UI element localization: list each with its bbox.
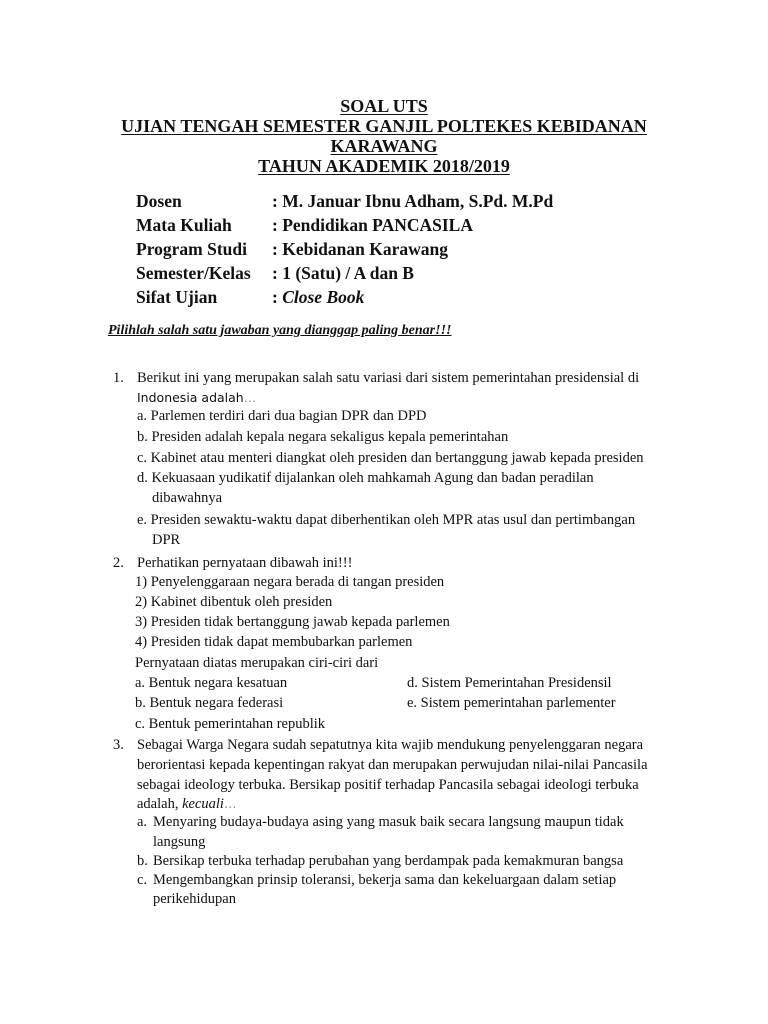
option-b: b. Bentuk negara federasi [135, 695, 284, 711]
info-row-sifat-ujian [136, 285, 553, 309]
option-b: Bersikap terbuka terhadap perubahan yang berdampak pada kemakmuran bangsa [153, 853, 624, 869]
option-d-cont: dibawahnya [152, 490, 223, 506]
option-c-label: c. [137, 872, 148, 888]
statement-1: 1) Penyelenggaraan negara berada di tangan presiden [135, 574, 445, 590]
info-row-program-studi [136, 237, 553, 261]
statement-2: 2) Kabinet dibentuk oleh presiden [135, 594, 333, 610]
info-row-semester-kelas [136, 261, 553, 285]
exam-title [60, 96, 708, 176]
stem-text: adalah, [137, 796, 183, 812]
info-label: Sifat Ujian [136, 287, 218, 307]
question-stem-cont: berorientasi kepada kepentingan rakyat dan merupakan perwujudan nilai-nilai Pancasila [137, 757, 648, 773]
option-e: e. Presiden sewaktu-waktu dapat diberhentikan oleh MPR atas usul dan pertimbangan [137, 512, 636, 528]
info-label: Program Studi [136, 239, 247, 259]
title-line-1: SOAL UTS [340, 96, 428, 116]
question-stem-cont [137, 794, 236, 814]
option-c: Mengembangkan prinsip toleransi, bekerja sama dan kekeluargaan dalam setiap [153, 872, 617, 888]
option-e: e. Sistem pemerintahan parlementer [407, 695, 616, 711]
option-d: d. Kekuasaan yudikatif dijalankan oleh mahkamah Agung dan badan peradilan [137, 470, 594, 486]
question-number: 3. [113, 737, 124, 753]
info-label: Mata Kuliah [136, 215, 232, 235]
question-number: 1. [113, 370, 124, 386]
option-a-cont: langsung [153, 834, 206, 850]
instruction: Pilihlah salah satu jawaban yang dianggap paling benar!!! [108, 323, 452, 338]
question-2 [113, 553, 673, 735]
title-line-3: KARAWANG [330, 136, 438, 156]
option-a: a. Parlemen terdiri dari dua bagian DPR dan DPD [137, 408, 427, 424]
option-c-cont: perikehidupan [153, 891, 236, 907]
option-b-label: b. [137, 853, 148, 869]
question-prompt: Pernyataan diatas merupakan ciri-ciri dari [135, 655, 379, 671]
info-row-mata-kuliah [136, 213, 553, 237]
question-3 [113, 735, 673, 915]
question-stem-cont: sebagai ideology terbuka. Bersikap positif terhadap Pancasila sebagai ideologi terbuka [137, 777, 639, 793]
question-stem: Perhatikan pernyataan dibawah ini!!! [137, 555, 353, 571]
info-value-prefix: : [272, 287, 283, 307]
info-value-italic: Close Book [282, 287, 365, 307]
question-stem: Berikut ini yang merupakan salah satu variasi dari sistem pemerintahan presidensial di [137, 370, 640, 386]
info-value [272, 285, 364, 309]
ellipsis: … [223, 796, 237, 811]
question-stem: Sebagai Warga Negara sudah sepatutnya kita wajib mendukung penyelenggaran negara [137, 737, 644, 753]
option-e-cont: DPR [152, 532, 181, 548]
question-number: 2. [113, 555, 124, 571]
statement-3: 3) Presiden tidak bertanggung jawab kepada parlemen [135, 614, 450, 630]
stem-text: Indonesia adalah [137, 390, 244, 405]
info-label: Semester/Kelas [136, 263, 251, 283]
option-c: c. Kabinet atau menteri diangkat oleh presiden dan bertanggung jawab kepada presiden [137, 450, 644, 466]
title-line-2: UJIAN TENGAH SEMESTER GANJIL POLTEKES KEBIDANAN [121, 116, 647, 136]
option-d: d. Sistem Pemerintahan Presidensil [407, 675, 612, 691]
info-row-dosen [136, 189, 553, 213]
exam-info [136, 189, 553, 309]
info-label: Dosen [136, 191, 182, 211]
info-value: : Kebidanan Karawang [272, 239, 448, 259]
option-a: a. Bentuk negara kesatuan [135, 675, 288, 691]
stem-italic: kecuali [182, 796, 224, 812]
statement-4: 4) Presiden tidak dapat membubarkan parlemen [135, 634, 413, 650]
info-value: : M. Januar Ibnu Adham, S.Pd. M.Pd [272, 191, 554, 211]
title-line-4: TAHUN AKADEMIK 2018/2019 [258, 156, 510, 176]
option-a-label: a. [137, 814, 148, 830]
ellipsis: … [243, 390, 257, 405]
option-a: Menyaring budaya-budaya asing yang masuk baik secara langsung maupun tidak [153, 814, 624, 830]
info-value: : Pendidikan PANCASILA [272, 215, 473, 235]
question-1 [113, 368, 673, 548]
info-value: : 1 (Satu) / A dan B [272, 263, 414, 283]
question-stem-cont [137, 388, 256, 408]
option-c: c. Bentuk pemerintahan republik [135, 716, 326, 732]
option-b: b. Presiden adalah kepala negara sekaligus kepala pemerintahan [137, 429, 509, 445]
